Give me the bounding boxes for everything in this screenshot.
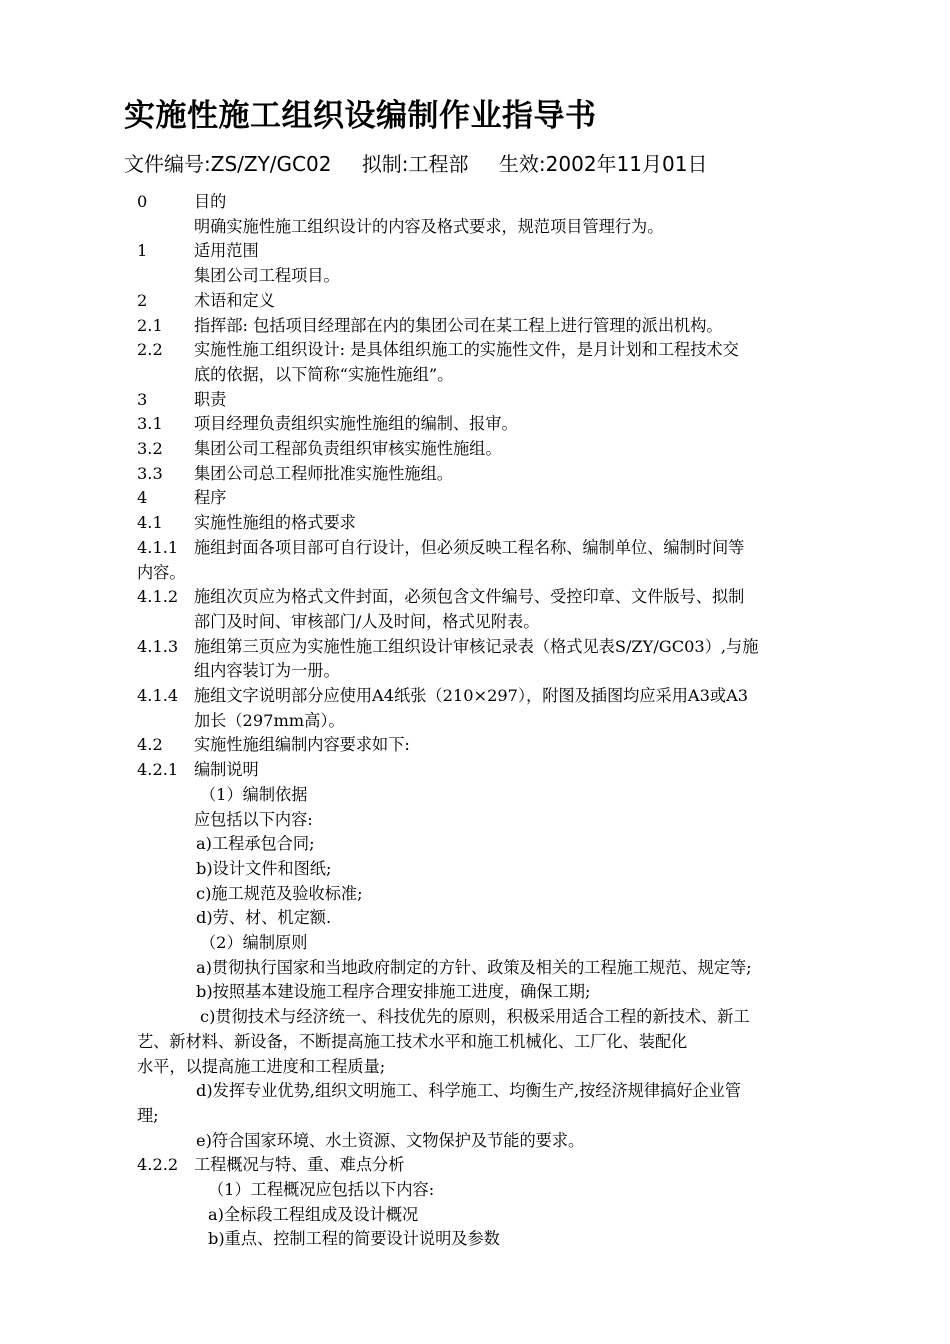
drafted-by: 拟制:工程部 [361, 152, 469, 176]
section-number: 2 [137, 290, 148, 310]
section-number: 1 [137, 241, 148, 261]
section-text: 编制说明 [194, 760, 259, 780]
section-text: 施组文字说明部分应使用A4纸张（210×297），附图及插图均应采用A3或A3 [194, 686, 749, 705]
section-text: a)全标段工程组成及设计概况 [208, 1204, 419, 1224]
section-text: 水平，以提高施工进度和工程质量; [137, 1056, 386, 1076]
section-text: 实施性施组编制内容要求如下: [194, 735, 410, 755]
section-number: 4.1.2 [137, 587, 179, 607]
section-number: 2.2 [137, 340, 163, 360]
section-text: a)工程承包合同; [196, 834, 315, 854]
section-number: 4.1.1 [137, 537, 179, 557]
document-meta [124, 148, 731, 177]
section-text: a)贯彻执行国家和当地政府制定的方针、政策及相关的工程施工规范、规定等; [196, 957, 752, 977]
section-number: 3.1 [137, 414, 163, 434]
section-number: 4.1 [137, 513, 163, 533]
effective-date: 生效:2002年11月01日 [498, 152, 708, 176]
section-text: 内容。 [137, 562, 186, 582]
section-text: 程序 [194, 488, 227, 508]
section-text: （1）编制依据 [200, 784, 308, 804]
section-text: 底的依据，以下简称“实施性施组”。 [194, 364, 454, 384]
section-text: b)重点、控制工程的简要设计说明及参数 [208, 1229, 500, 1249]
section-text: 集团公司总工程师批准实施性施组。 [194, 463, 453, 483]
section-text: 应包括以下内容: [194, 809, 313, 829]
section-text: d)劳、材、机定额. [196, 908, 332, 928]
section-text: 实施性施工组织设计: 是具体组织施工的实施性文件，是月计划和工程技术交 [194, 340, 739, 360]
section-text: e)符合国家环境、水土资源、文物保护及节能的要求。 [196, 1130, 585, 1150]
section-text: b)按照基本建设施工程序合理安排施工进度，确保工期; [196, 982, 591, 1002]
section-text: 实施性施组的格式要求 [194, 513, 356, 533]
section-number: 3 [137, 389, 148, 409]
section-text: 职责 [194, 389, 227, 409]
section-number: 4.2 [137, 735, 163, 755]
section-text: 适用范围 [194, 241, 259, 261]
section-number: 4.1.3 [137, 636, 179, 656]
section-number: 0 [137, 192, 148, 211]
section-text: 工程概况与特、重、难点分析 [194, 1155, 405, 1175]
section-number: 4 [137, 488, 148, 508]
section-text: 艺、新材料、新设备，不断提高施工技术水平和施工机械化、工厂化、装配化 [137, 1031, 688, 1051]
section-number: 4.2.1 [137, 760, 179, 780]
section-number: 2.1 [137, 315, 163, 335]
section-text: b)设计文件和图纸; [196, 858, 332, 878]
section-text: 理; [137, 1105, 159, 1125]
section-text: 术语和定义 [194, 290, 275, 310]
section-text: c)贯彻技术与经济统一、科技优先的原则，积极采用适合工程的新技术、新工 [200, 1007, 750, 1027]
section-text: 项目经理负责组织实施性施组的编制、报审。 [194, 414, 518, 434]
section-number: 3.2 [137, 439, 163, 458]
section-text: 组内容装订为一册。 [194, 661, 340, 681]
section-text: 指挥部: 包括项目经理部在内的集团公司在某工程上进行管理的派出机构。 [194, 315, 723, 335]
document-title: 实施性施工组织设编制作业指导书 [124, 98, 597, 134]
section-text: 集团公司工程部负责组织审核实施性施组。 [194, 439, 502, 458]
section-text: 施组第三页应为实施性施工组织设计审核记录表（格式见表S/ZY/GC03）,与施 [194, 636, 759, 656]
section-text: 施组封面各项目部可自行设计，但必须反映工程名称、编制单位、编制时间等 [194, 537, 745, 557]
section-text: 部门及时间、审核部门/人及时间，格式见附表。 [194, 611, 540, 631]
section-number: 4.1.4 [137, 686, 179, 705]
section-text: 集团公司工程项目。 [194, 266, 340, 286]
section-text: 目的 [194, 192, 227, 211]
section-text: d)发挥专业优势,组织文明施工、科学施工、均衡生产,按经济规律搞好企业管 [196, 1081, 741, 1101]
section-text: c)施工规范及验收标准; [196, 883, 363, 903]
section-number: 4.2.2 [137, 1155, 179, 1175]
section-text: （1）工程概况应包括以下内容: [208, 1180, 435, 1199]
section-text: 加长（297mm高）。 [194, 710, 345, 730]
section-text: 施组次页应为格式文件封面，必须包含文件编号、受控印章、文件版号、拟制 [194, 587, 745, 607]
section-text: 明确实施性施工组织设计的内容及格式要求，规范项目管理行为。 [194, 216, 664, 236]
section-number: 3.3 [137, 463, 163, 483]
doc-number: 文件编号:ZS/ZY/GC02 [124, 152, 332, 176]
section-text: （2）编制原则 [200, 933, 308, 952]
